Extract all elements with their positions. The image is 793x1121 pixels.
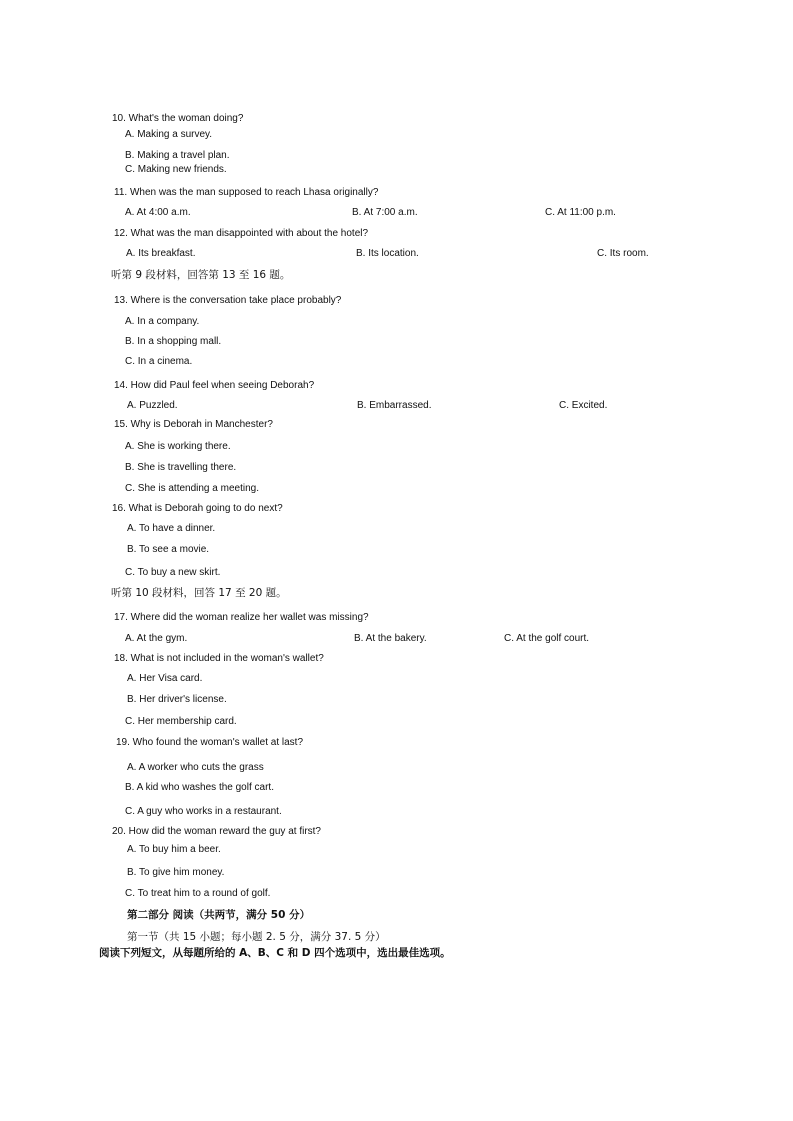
option-17-b: B. At the bakery.: [354, 633, 427, 644]
option-15-a: A. She is working there.: [125, 441, 231, 452]
option-14-b: B. Embarrassed.: [357, 400, 432, 411]
option-17-c: C. At the golf court.: [504, 633, 590, 644]
option-10-b: B. Making a travel plan.: [125, 150, 230, 161]
option-15-c: C. She is attending a meeting.: [125, 483, 259, 494]
section-10-instruction: 听第 10 段材料，回答 17 至 20 题。: [111, 587, 287, 599]
question-14: 14. How did Paul feel when seeing Deborah?: [114, 380, 315, 391]
question-12: 12. What was the man disappointed with about the hotel?: [114, 228, 369, 239]
option-14-c: C. Excited.: [559, 400, 608, 411]
question-10: 10. What's the woman doing?: [112, 113, 244, 124]
option-18-a: A. Her Visa card.: [127, 673, 203, 684]
question-16: 16. What is Deborah going to do next?: [112, 503, 283, 514]
question-11: 11. When was the man supposed to reach Lhasa originally?: [114, 187, 379, 198]
option-13-a: A. In a company.: [125, 316, 200, 327]
option-16-a: A. To have a dinner.: [127, 523, 216, 534]
option-20-a: A. To buy him a beer.: [127, 844, 221, 855]
option-16-c: C. To buy a new skirt.: [125, 567, 221, 578]
option-11-a: A. At 4:00 a.m.: [125, 207, 191, 218]
question-15: 15. Why is Deborah in Manchester?: [114, 419, 273, 430]
question-20: 20. How did the woman reward the guy at first?: [112, 826, 321, 837]
option-12-b: B. Its location.: [356, 248, 419, 259]
option-20-c: C. To treat him to a round of golf.: [125, 888, 271, 899]
question-13: 13. Where is the conversation take place probably?: [114, 295, 342, 306]
question-18: 18. What is not included in the woman's wallet?: [114, 653, 324, 664]
option-13-c: C. In a cinema.: [125, 356, 193, 367]
option-18-b: B. Her driver's license.: [127, 694, 227, 705]
option-12-c: C. Its room.: [597, 248, 649, 259]
option-11-b: B. At 7:00 a.m.: [352, 207, 418, 218]
section-9-instruction: 听第 9 段材料，回答第 13 至 16 题。: [111, 269, 291, 281]
option-10-c: C. Making new friends.: [125, 164, 227, 175]
option-19-a: A. A worker who cuts the grass: [127, 762, 264, 773]
option-17-a: A. At the gym.: [125, 633, 188, 644]
option-19-c: C. A guy who works in a restaurant.: [125, 806, 282, 817]
option-16-b: B. To see a movie.: [127, 544, 210, 555]
option-18-c: C. Her membership card.: [125, 716, 237, 727]
option-11-c: C. At 11:00 p.m.: [545, 207, 616, 218]
option-19-b: B. A kid who washes the golf cart.: [125, 782, 274, 793]
option-12-a: A. Its breakfast.: [126, 248, 196, 259]
question-17: 17. Where did the woman realize her wallet was missing?: [114, 612, 369, 623]
option-20-b: B. To give him money.: [127, 867, 225, 878]
option-13-b: B. In a shopping mall.: [125, 336, 222, 347]
question-19: 19. Who found the woman's wallet at last?: [116, 737, 304, 748]
option-15-b: B. She is travelling there.: [125, 462, 237, 473]
option-10-a: A. Making a survey.: [125, 129, 213, 140]
part-2-title: 第二部分 阅读（共两节，满分 50 分）: [127, 909, 311, 921]
option-14-a: A. Puzzled.: [127, 400, 178, 411]
part-2-instruction: 阅读下列短文，从每题所给的 A、B、C 和 D 四个选项中，选出最佳选项。: [99, 947, 451, 959]
part-2-section-1: 第一节（共 15 小题；每小题 2. 5 分，满分 37. 5 分）: [127, 931, 386, 943]
